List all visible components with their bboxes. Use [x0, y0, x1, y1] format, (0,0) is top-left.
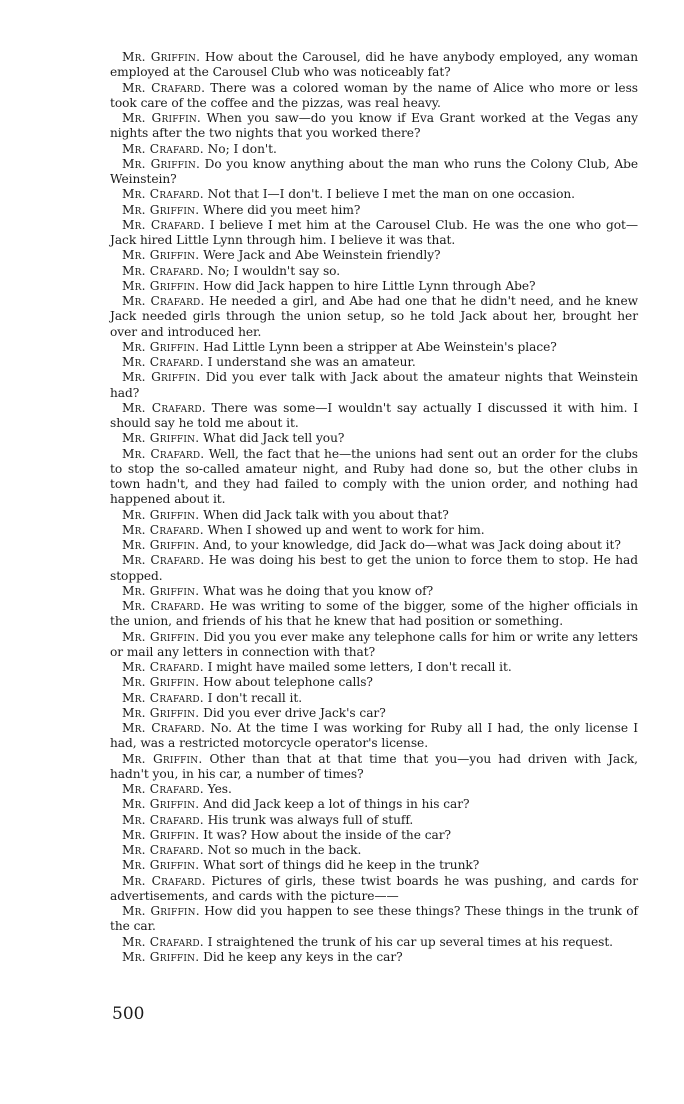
testimony-text: Did he keep any keys in the car?: [203, 949, 403, 964]
testimony-paragraph: [110, 294, 638, 340]
speaker-name: Mr. Griffin.: [122, 111, 201, 125]
testimony-text: I straightened the trunk of his car up several times at his request.: [207, 934, 613, 949]
testimony-paragraph: [110, 50, 638, 81]
testimony-paragraph: [110, 538, 638, 553]
testimony-paragraph: [110, 843, 638, 858]
speaker-name: Mr. Griffin.: [122, 339, 200, 354]
speaker-name: Mr. Crafard.: [122, 660, 204, 674]
testimony-paragraph: [110, 111, 638, 142]
speaker-name: Mr. Griffin.: [122, 858, 200, 873]
testimony-paragraph: [110, 752, 638, 783]
speaker-name: Mr. Crafard.: [122, 812, 204, 827]
speaker-name: Mr. Griffin.: [122, 370, 201, 385]
testimony-paragraph: [110, 935, 638, 950]
testimony-paragraph: [110, 630, 638, 661]
testimony-text: Were Jack and Abe Weinstein friendly?: [203, 248, 441, 263]
testimony-paragraph: [110, 858, 638, 873]
testimony-paragraph: [110, 584, 638, 599]
testimony-paragraph: [110, 248, 638, 263]
testimony-paragraph: [110, 782, 638, 797]
testimony-text: No; I wouldn't say so.: [207, 263, 341, 278]
testimony-paragraph: [110, 813, 638, 828]
testimony-text: How about telephone calls?: [203, 675, 373, 690]
testimony-paragraph: [110, 691, 638, 706]
testimony-text: And, to your knowledge, did Jack do—what was Jack doing about it?: [203, 538, 621, 552]
testimony-text: No. At the time I was working for Ruby all I had, the only license I had, was a restricted motorcycle operator's license.: [110, 721, 638, 751]
speaker-name: Mr. Crafard.: [122, 294, 205, 308]
speaker-name: Mr. Crafard.: [122, 80, 206, 95]
testimony-paragraph: [110, 142, 638, 157]
speaker-name: Mr. Griffin.: [122, 50, 201, 64]
testimony-paragraph: [110, 523, 638, 538]
testimony-paragraph: [110, 721, 638, 752]
speaker-name: Mr. Griffin.: [122, 827, 200, 842]
testimony-text: How about the Carousel, did he have anybody employed, any woman employed at the Carousel Club who was noticeably fat?: [110, 50, 639, 80]
testimony-text: I might have mailed some letters, I don't recall it.: [207, 660, 512, 674]
testimony-text: His trunk was always full of stuff.: [207, 812, 414, 827]
testimony-text: I believe I met him at the Carousel Club. He was the one who got—Jack hired Little Lynn through him. I believe it was that.: [110, 217, 638, 247]
testimony-text: Yes.: [207, 782, 232, 796]
testimony-text: Where did you meet him?: [203, 202, 361, 217]
testimony-text: I understand she was an amateur.: [207, 355, 416, 369]
testimony-text: Pictures of girls, these twist boards he was pushing, and cards for advertisements, and cards with the picture——: [110, 873, 638, 903]
speaker-name: Mr. Crafard.: [122, 187, 204, 202]
speaker-name: Mr. Griffin.: [122, 538, 200, 552]
testimony-paragraph: [110, 355, 638, 370]
testimony-text: Had Little Lynn been a stripper at Abe Weinstein's place?: [203, 339, 557, 354]
speaker-name: Mr. Crafard.: [122, 141, 204, 156]
testimony-paragraph: [110, 508, 638, 523]
testimony-text: What did Jack tell you?: [203, 431, 345, 446]
speaker-name: Mr. Griffin.: [122, 751, 203, 766]
speaker-name: Mr. Griffin.: [122, 278, 200, 293]
testimony-paragraph: [110, 340, 638, 355]
testimony-paragraph: [110, 447, 638, 508]
page-number: 500: [112, 1004, 145, 1024]
testimony-text: Not so much in the back.: [207, 843, 362, 857]
testimony-body: [110, 50, 638, 965]
testimony-paragraph: [110, 187, 638, 202]
speaker-name: Mr. Griffin.: [122, 248, 200, 263]
testimony-text: He was writing to some of the bigger, some of the higher officials in the union, and friends of his that he knew that had position or something.: [110, 599, 638, 629]
testimony-paragraph: [110, 218, 638, 249]
testimony-paragraph: [110, 431, 638, 446]
speaker-name: Mr. Griffin.: [122, 949, 200, 964]
speaker-name: Mr. Griffin.: [122, 904, 200, 918]
speaker-name: Mr. Crafard.: [122, 721, 206, 735]
testimony-paragraph: [110, 157, 638, 188]
speaker-name: Mr. Crafard.: [122, 934, 204, 949]
testimony-text: He needed a girl, and Abe had one that he didn't need, and he knew Jack needed girls through the union setup, so he told Jack about her, brought her over and introduced her.: [110, 294, 638, 339]
testimony-paragraph: [110, 553, 638, 584]
speaker-name: Mr. Griffin.: [122, 797, 200, 812]
speaker-name: Mr. Crafard.: [122, 690, 204, 705]
speaker-name: Mr. Griffin.: [122, 629, 200, 644]
testimony-paragraph: [110, 264, 638, 279]
testimony-paragraph: [110, 401, 638, 432]
speaker-name: Mr. Griffin.: [122, 202, 200, 217]
speaker-name: Mr. Crafard.: [122, 599, 205, 613]
testimony-text: What sort of things did he keep in the trunk?: [203, 858, 480, 873]
testimony-text: When I showed up and went to work for him.: [207, 522, 485, 537]
testimony-paragraph: [110, 81, 638, 112]
speaker-name: Mr. Crafard.: [122, 553, 205, 568]
speaker-name: Mr. Griffin.: [122, 507, 200, 522]
testimony-text: Did you you ever make any telephone calls for him or write any letters or mail any letters in connection with that?: [110, 629, 638, 659]
testimony-paragraph: [110, 599, 638, 630]
testimony-paragraph: [110, 370, 638, 401]
testimony-text: And did Jack keep a lot of things in his car?: [203, 797, 470, 812]
testimony-text: Not that I—I don't. I believe I met the man on one occasion.: [207, 187, 575, 202]
speaker-name: Mr. Crafard.: [122, 873, 206, 888]
testimony-text: There was a colored woman by the name of Alice who more or less took care of the coffee and the pizzas, was real heavy.: [110, 80, 638, 110]
testimony-paragraph: [110, 203, 638, 218]
speaker-name: Mr. Griffin.: [122, 705, 200, 720]
testimony-text: How did Jack happen to hire Little Lynn through Abe?: [203, 278, 536, 293]
testimony-text: He was doing his best to get the union to force them to stop. He had stopped.: [110, 553, 638, 583]
testimony-paragraph: [110, 797, 638, 812]
testimony-paragraph: [110, 950, 638, 965]
speaker-name: Mr. Crafard.: [122, 446, 205, 461]
testimony-text: Did you ever drive Jack's car?: [203, 705, 386, 720]
testimony-text: There was some—I wouldn't say actually I discussed it with him. I should say he told me about it.: [110, 400, 638, 430]
testimony-paragraph: [110, 874, 638, 905]
testimony-text: Do you know anything about the man who runs the Colony Club, Abe Weinstein?: [110, 156, 639, 186]
speaker-name: Mr. Crafard.: [122, 263, 204, 278]
testimony-text: When you saw—do you know if Eva Grant worked at the Vegas any nights after the two nights that you worked there?: [110, 111, 639, 141]
testimony-text: When did Jack talk with you about that?: [203, 507, 449, 522]
testimony-paragraph: [110, 706, 638, 721]
testimony-text: Other than that at that time that you—you had driven with Jack, hadn't you, in his car, a number of times?: [110, 751, 639, 781]
speaker-name: Mr. Crafard.: [122, 843, 204, 857]
testimony-paragraph: [110, 904, 638, 935]
testimony-text: What was he doing that you know of?: [203, 583, 434, 598]
testimony-text: No; I don't.: [207, 141, 277, 156]
speaker-name: Mr. Crafard.: [122, 782, 204, 796]
testimony-paragraph: [110, 660, 638, 675]
testimony-paragraph: [110, 279, 638, 294]
speaker-name: Mr. Crafard.: [122, 400, 206, 415]
speaker-name: Mr. Crafard.: [122, 522, 204, 537]
speaker-name: Mr. Crafard.: [122, 355, 204, 369]
testimony-text: Did you ever talk with Jack about the amateur nights that Weinstein had?: [110, 370, 638, 400]
speaker-name: Mr. Griffin.: [122, 675, 200, 690]
testimony-paragraph: [110, 828, 638, 843]
speaker-name: Mr. Griffin.: [122, 156, 201, 171]
testimony-paragraph: [110, 675, 638, 690]
testimony-text: I don't recall it.: [207, 690, 303, 705]
speaker-name: Mr. Crafard.: [122, 217, 205, 232]
testimony-text: It was? How about the inside of the car?: [203, 827, 451, 842]
speaker-name: Mr. Griffin.: [122, 431, 200, 446]
speaker-name: Mr. Griffin.: [122, 583, 200, 598]
testimony-text: Well, the fact that he—the unions had sent out an order for the clubs to stop the so-called amateur night, and Ruby had done so, but the other clubs in town hadn't, and they had failed to comply with the union order, and nothing had happened about it.: [110, 446, 638, 507]
testimony-text: How did you happen to see these things? These things in the trunk of the car.: [110, 904, 638, 934]
